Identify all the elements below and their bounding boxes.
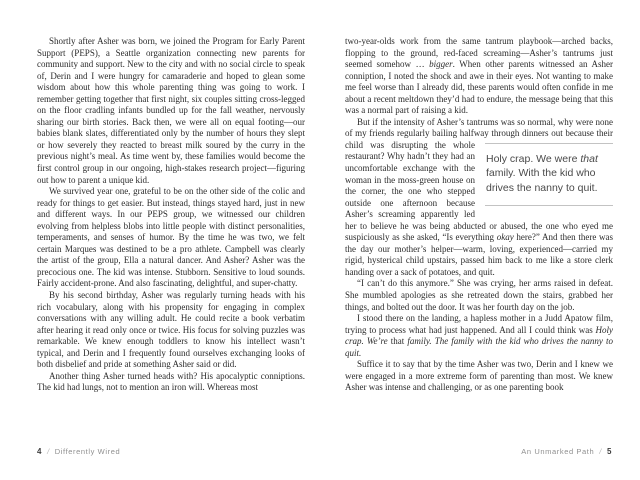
text-run: bigger: [429, 59, 453, 70]
paragraph: [345, 36, 613, 117]
text-run: that: [387, 336, 408, 347]
paragraph: [37, 371, 305, 394]
paragraph: [37, 290, 305, 371]
right-page-text-column: [345, 36, 613, 394]
text-run: “I can’t do this anymore.” She was crying, her arms raised in defeat. She mumbled apologies as she retreated down the stairs, grabbed her things, and bolted out the door. It was her fourth day on the job.: [345, 278, 613, 312]
left-page-footer: [37, 447, 120, 456]
paragraph: [37, 36, 305, 186]
text-run: here?” And then there was the day our mother’s helper—warm, loving, experienced—carried my rigid, hysterical child upstairs, passed him back to me like a store clerk handing over a sack of potatoes, and quit.: [345, 232, 613, 277]
text-run: that: [580, 152, 598, 165]
text-run: But if the intensity of Asher’s tantrums was so normal, why were none of my friends regularly bailing halfway through dinners out: [345, 116, 613, 139]
text-run: okay: [496, 232, 514, 243]
text-run: because their child was disrupting the whole restaurant? Why hadn’t they had an uncomfortable exchange with the woman in the moss-green house on the corner, the one who stepped outside one afternoon because Asher’s screaming apparently led her to believe he was being abducted or abused, the one who eyed me suspiciously as she asked, “Is everything: [345, 128, 613, 243]
right-page-number: 5: [606, 447, 612, 456]
footer-separator: /: [599, 447, 602, 456]
left-page-text-column: [37, 36, 305, 394]
paragraph: [345, 278, 613, 313]
text-run: . When other parents witnessed an Asher conniption, I noted the shock and awe in their eyes. Not wanting to make me feel worse than I already did, these parents would often confide in me about a recent meltdown they’d had to endure, the message being that this was a normal part of raising a kid.: [345, 59, 613, 116]
chapter-title: An Unmarked Path: [521, 447, 595, 456]
text-run: Another thing Asher turned heads with? His apocalyptic conniptions. The kid had lungs, not to mention an iron will. Whereas most: [37, 370, 305, 393]
text-run: We survived year one, grateful to be on the other side of the colic and ready for things to get easier. But instead, things stayed hard, just in new and different ways. In our PEPS group, we witnessed our children evolving from helpless blobs into little people with distinct personalities, temperaments, and senses of humor. By the time he was two, we felt certain Marques was destined to be a pro athlete. Campbell was clearly the artist of the group, Ella a natural dancer. And Asher? Asher was the precocious one. The kid was intense. Stubborn. Sensitive to loud sounds. Fairly accident-prone. And also fascinating, delightful, and super-chatty.: [37, 186, 305, 289]
text-run: family. With the kid who drives the nanny to quit.: [486, 167, 598, 194]
text-run: Holy crap. We’re: [345, 324, 613, 347]
text-run: Holy crap. We were: [486, 152, 581, 165]
footer-separator: /: [47, 447, 50, 456]
text-run: family. The family with the kid who drives the nanny to quit.: [345, 336, 613, 358]
text-run: I stood there on the landing, a hapless mother in a Judd Apatow film, trying to process what had just happened. And all I could think was: [345, 313, 613, 335]
text-run: Shortly after Asher was born, we joined the Program for Early Parent Support (PEPS), a Seattle organization connecting new parents for community and support. New to the city and with no social circle to speak of, Derin and I were hungry for camaraderie and hoped to glean some wisdom about how this whole parenting thing was going to work. I remember getting together that first night, six couples sitting cross-legged on the floor cradling infants bundled up for the fall weather, nervously sharing our birth stories. Back then, we were all on equal footing—our babies blank slates, differentiated only by the number of hours they slept or how severely they reacted to breast milk soured by the curry in the previous night’s meal. As time went by, these families would become the first control group in our ongoing, high-stakes research project—figuring out how to parent a unique kid.: [37, 36, 305, 185]
text-run: By his second birthday, Asher was regularly turning heads with his rich vocabulary, along with his propensity for engaging in complex conversations with any willing adult. He could recite a book verbatim after hearing it read only once or twice. His focus for solving puzzles was remarkable. We knew enough toddlers to know his intellect wasn’t typical, and Derin and I frequently found ourselves exchanging looks of both disbelief and pride at something Asher said or did.: [37, 290, 305, 370]
paragraph: [345, 117, 613, 279]
text-run: two-year-olds work from the same tantrum playbook—arched backs, flopping to the ground, red-faced screaming—Asher’s tantrums just seemed somehow …: [345, 36, 613, 70]
left-page-number: 4: [37, 447, 43, 456]
pull-quote: [485, 143, 613, 207]
text-run: Suffice it to say that by the time Asher was two, Derin and I knew we were engaged in a more extreme form of parenting than most. We knew Asher was intense and challenging, or as one parenting book: [345, 359, 613, 393]
paragraph: [345, 359, 613, 394]
right-page-footer: [521, 447, 612, 456]
book-title: Differently Wired: [54, 447, 121, 456]
paragraph: [345, 313, 613, 359]
paragraph: [37, 186, 305, 290]
